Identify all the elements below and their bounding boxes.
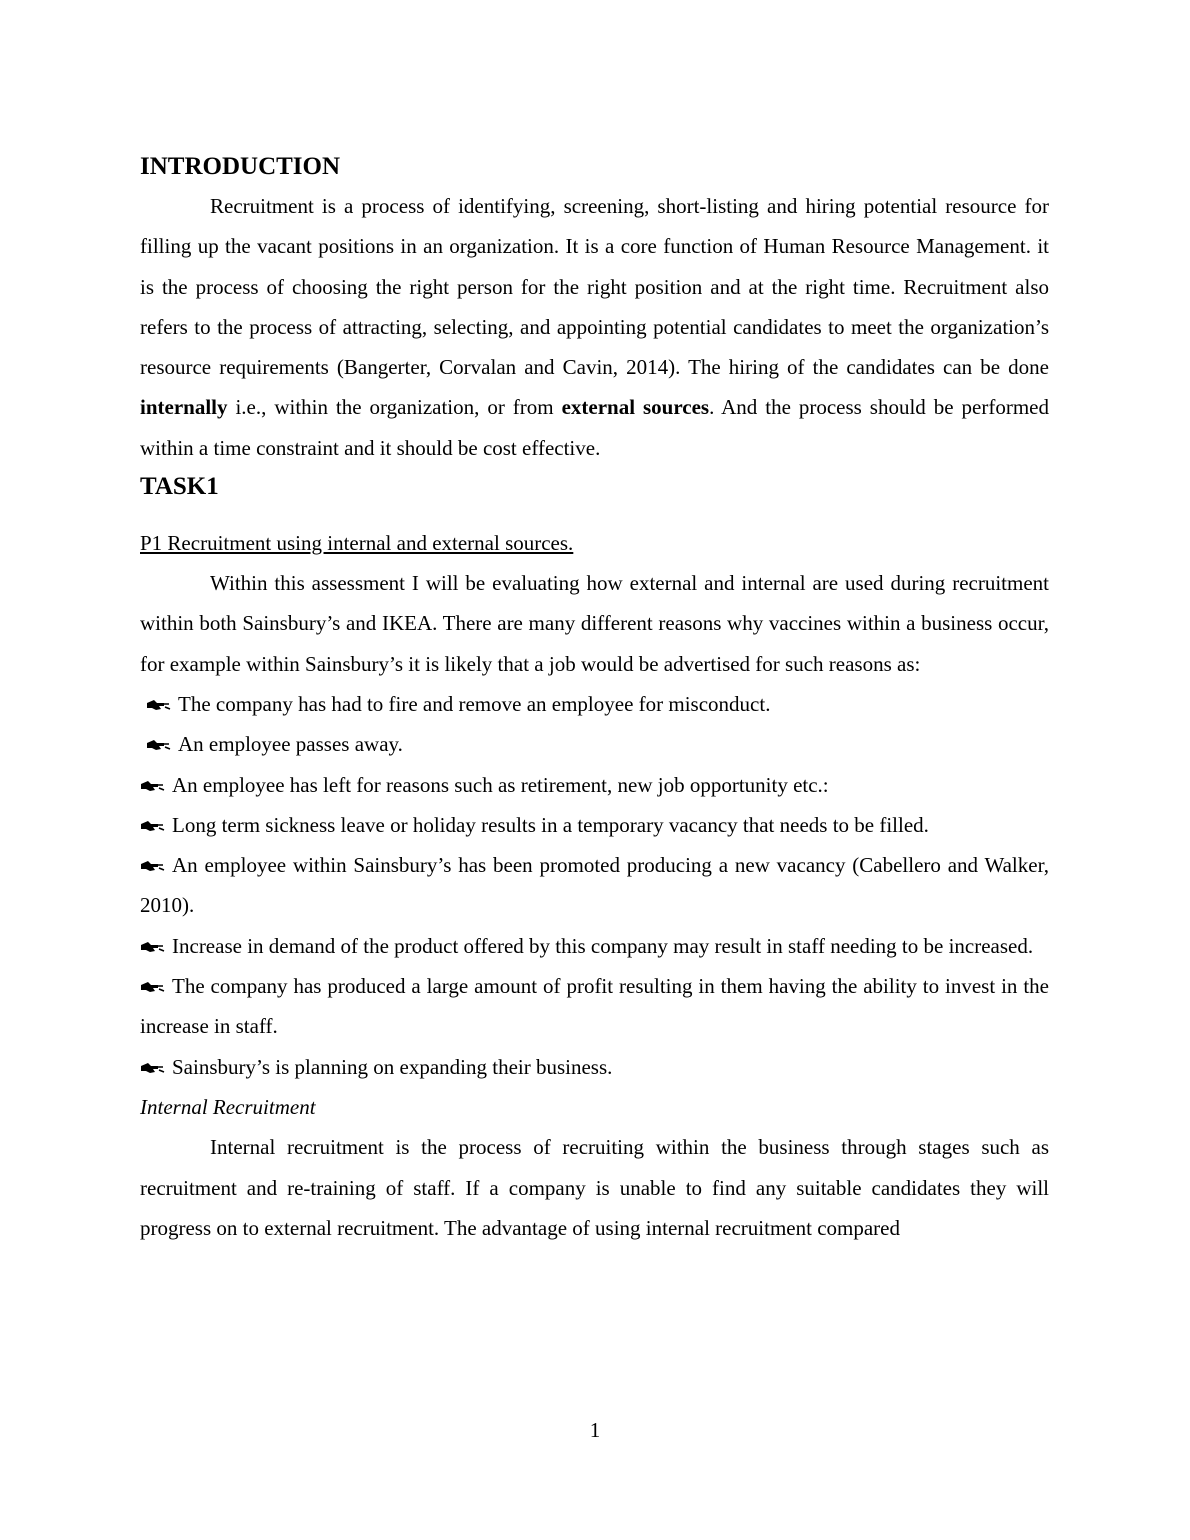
reasons-list [140, 684, 1049, 1087]
bullet-text: An employee has left for reasons such as retirement, new job opportunity etc.: [172, 772, 829, 797]
bullet-text: Sainsbury’s is planning on expanding their business. [172, 1054, 613, 1079]
pointing-hand-icon [146, 725, 172, 739]
p1-subheading: P1 Recruitment using internal and external sources. [140, 531, 574, 556]
intro-bold-external-sources: external sources [561, 395, 710, 420]
introduction-paragraph [140, 186, 1049, 468]
bullet-text: Long term sickness leave or holiday results in a temporary vacancy that needs to be filled. [172, 812, 929, 837]
bullet-text: Increase in demand of the product offered by this company may result in staff needing to be increased. [172, 933, 1034, 958]
intro-text-1: Recruitment is a process of identifying, screening, short-listing and hiring potential resource for filling up the vacant positions in an organization. It is a core function of Human Resource Management. it is the process of choosing the right person for the right position and at the right time. Recruitment also refers to the process of attracting, selecting, and appointing potential candidates to meet the organization’s resource requirements (Bangerter, Corvalan and Cavin, 2014). The hiring of the candidates can be done [140, 194, 1049, 380]
internal-recruitment-heading: Internal Recruitment [140, 1094, 316, 1119]
pointing-hand-icon [140, 806, 166, 820]
pointing-hand-icon [140, 927, 166, 941]
introduction-heading: INTRODUCTION [140, 153, 341, 180]
task1-heading: TASK1 [140, 473, 219, 501]
pointing-hand-icon [140, 1048, 166, 1062]
bullet-text: An employee passes away. [178, 732, 403, 757]
list-item [140, 966, 1049, 1047]
document-page [140, 148, 1049, 1248]
bullet-text: The company has had to fire and remove an employee for misconduct. [178, 691, 771, 716]
intro-text-3: . And the process should be performed within a time constraint and it should be cost effective. [140, 395, 1049, 460]
list-item [140, 845, 1049, 926]
pointing-hand-icon [140, 766, 166, 780]
list-item [140, 805, 1049, 845]
pointing-hand-icon [140, 967, 166, 981]
page-number: 1 [589, 1418, 601, 1442]
bullet-text: An employee within Sainsbury’s has been promoted producing a new vacancy (Cabellero and Walker, 2010). [140, 853, 1049, 918]
list-item [140, 926, 1049, 966]
pointing-hand-icon [146, 685, 172, 699]
task1-paragraph: Within this assessment I will be evaluating how external and internal are used during recruitment within both Sainsbury’s and IKEA. There are many different reasons why vaccines within a business occur, for example within Sainsbury’s it is likely that a job would be advertised for such reasons as: [140, 571, 1049, 676]
internal-recruitment-paragraph: Internal recruitment is the process of recruiting within the business through stages such as recruitment and re-training of staff. If a company is unable to find any suitable candidates they will progress on to external recruitment. The advantage of using internal recruitment compared [140, 1135, 1049, 1240]
list-item [140, 765, 1049, 805]
bullet-text: The company has produced a large amount of profit resulting in them having the ability to invest in the increase in staff. [140, 974, 1049, 1039]
intro-text-2: i.e., within the organization, or from [227, 395, 562, 420]
pointing-hand-icon [140, 846, 166, 860]
list-item [140, 1047, 1049, 1087]
intro-bold-internally: internally [140, 395, 228, 420]
list-item [140, 684, 1049, 724]
list-item [140, 724, 1049, 764]
